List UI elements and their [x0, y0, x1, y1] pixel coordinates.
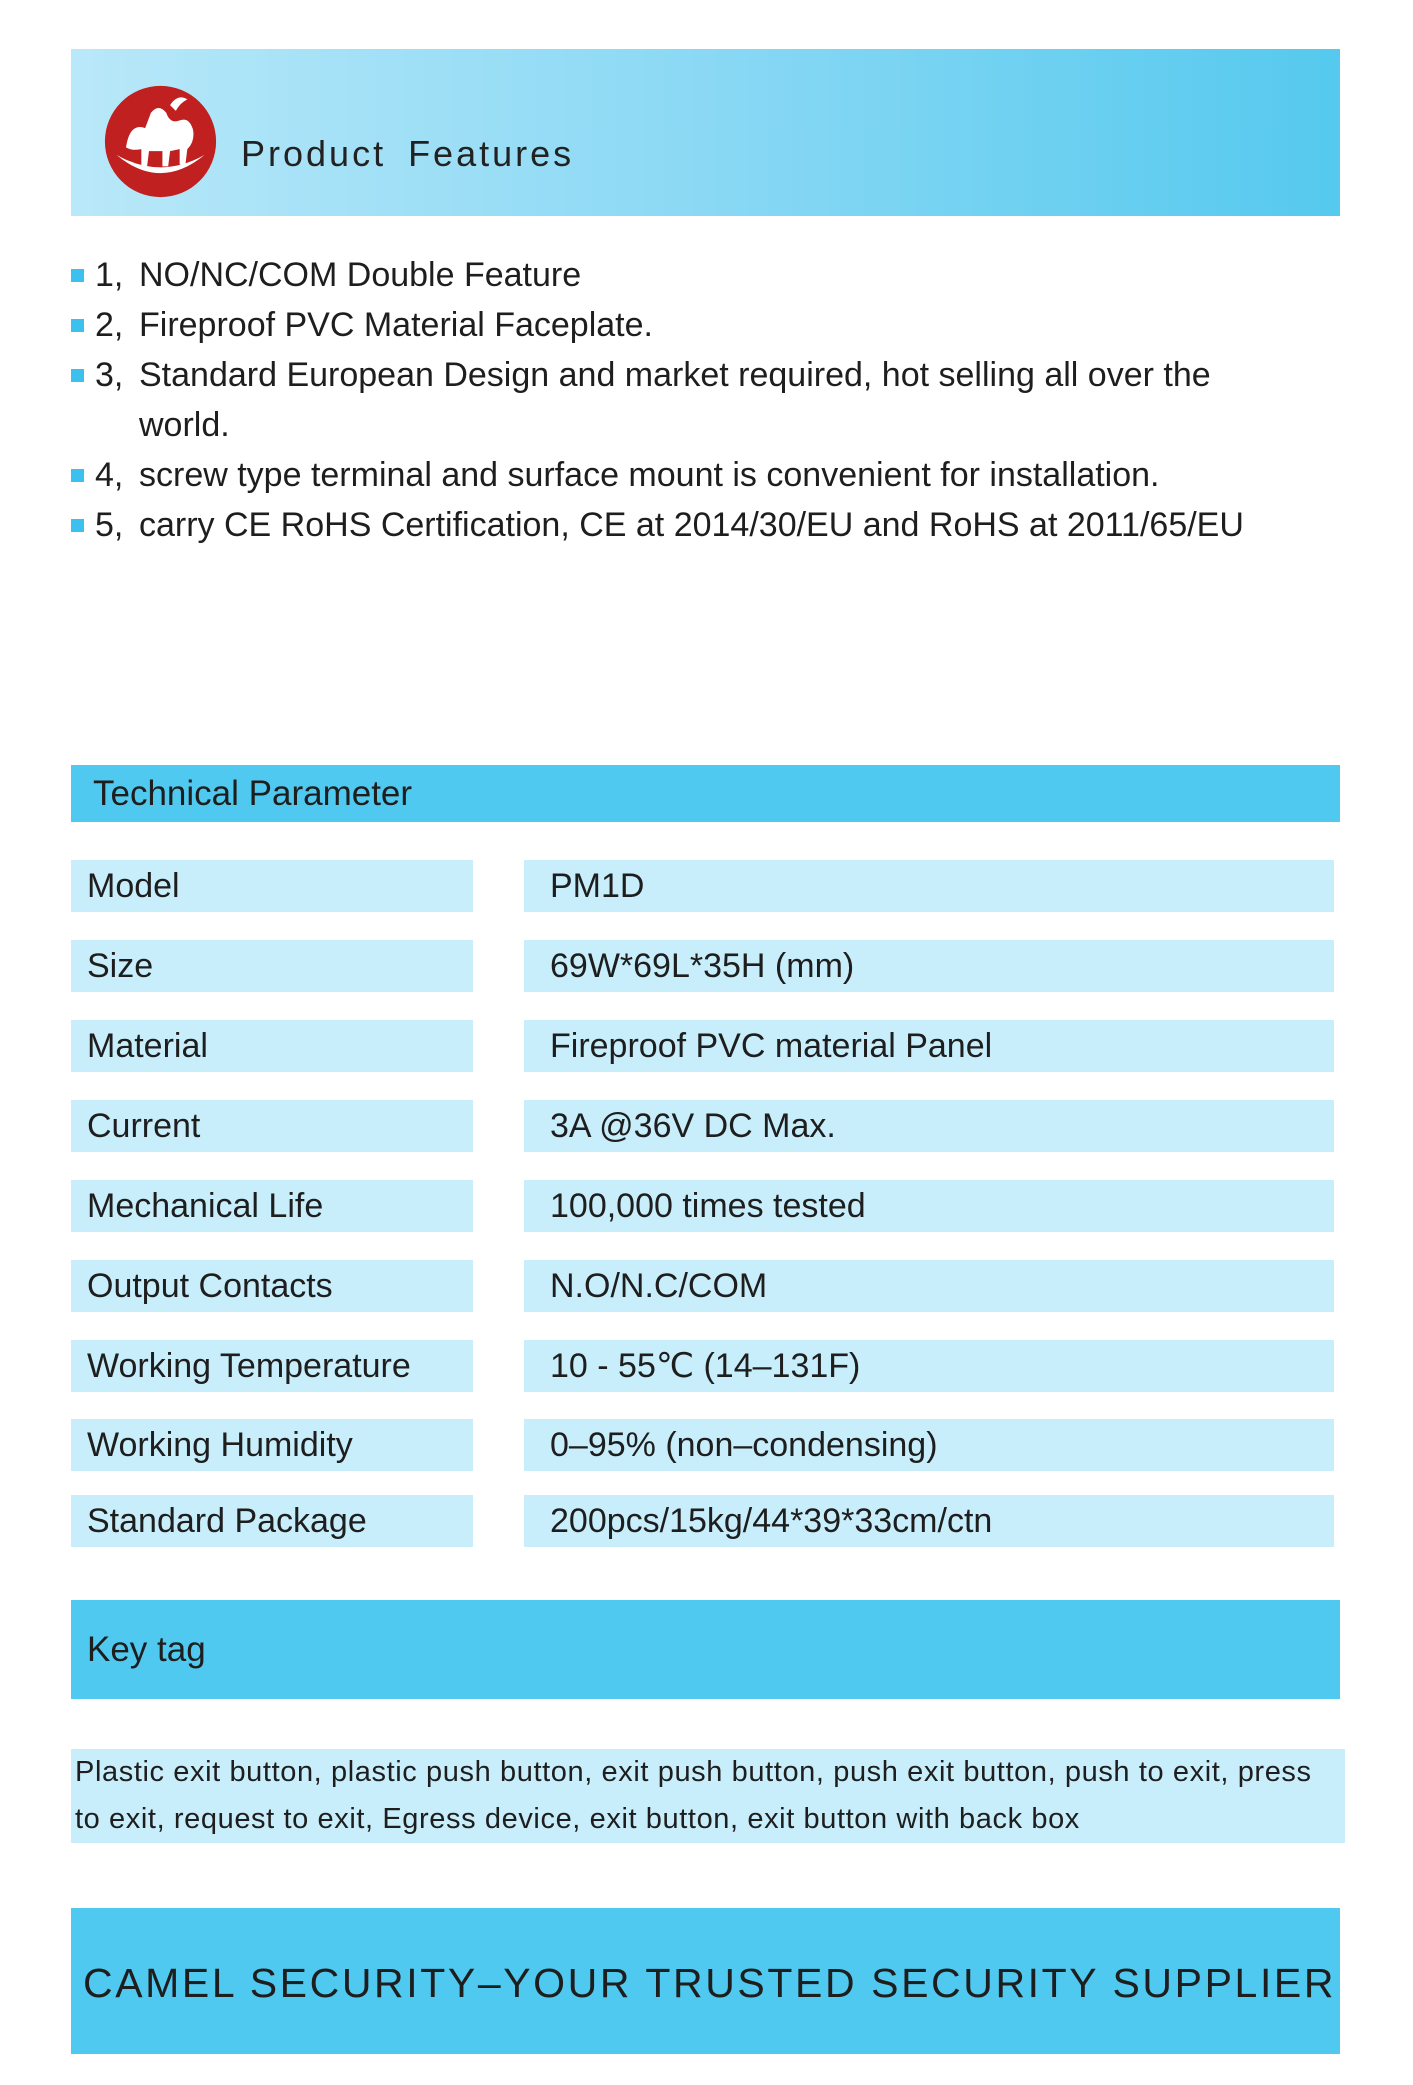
technical-parameter-header [71, 765, 1340, 822]
square-bullet-icon [71, 469, 84, 482]
feature-text: NO/NC/COM Double Feature [139, 256, 582, 294]
parameter-label: Model [71, 860, 473, 912]
parameter-value: 3A @36V DC Max. [524, 1100, 1334, 1152]
parameter-value: 69W*69L*35H (mm) [524, 940, 1334, 992]
square-bullet-icon [71, 369, 84, 382]
table-row [71, 1020, 1340, 1072]
product-features-banner [71, 49, 1340, 216]
parameter-value: 200pcs/15kg/44*39*33cm/ctn [524, 1495, 1334, 1547]
parameter-label: Output Contacts [71, 1260, 473, 1312]
feature-item [71, 500, 1340, 550]
technical-parameter-title: Technical Parameter [93, 774, 413, 813]
key-tag-header [71, 1600, 1340, 1699]
parameter-label: Size [71, 940, 473, 992]
banner-title: Product Features [241, 133, 575, 174]
parameter-label: Material [71, 1020, 473, 1072]
parameter-value: 100,000 times tested [524, 1180, 1334, 1232]
parameter-label: Working Temperature [71, 1340, 473, 1392]
feature-number: 3, [95, 356, 124, 394]
parameter-value: PM1D [524, 860, 1334, 912]
feature-text: Fireproof PVC Material Faceplate. [139, 306, 653, 344]
table-row [71, 860, 1340, 912]
table-row [71, 1180, 1340, 1232]
table-row [71, 1260, 1340, 1312]
feature-item [71, 450, 1340, 500]
feature-number: 5, [95, 506, 124, 544]
table-row [71, 1419, 1340, 1471]
feature-number: 4, [95, 456, 124, 494]
feature-number: 1, [95, 256, 124, 294]
parameter-value: 0–95% (non–condensing) [524, 1419, 1334, 1471]
square-bullet-icon [71, 319, 84, 332]
square-bullet-icon [71, 269, 84, 282]
feature-text: Standard European Design and market required, hot selling all over the world. [139, 356, 1211, 444]
parameter-label: Working Humidity [71, 1419, 473, 1471]
feature-text: carry CE RoHS Certification, CE at 2014/30/EU and RoHS at 2011/65/EU [139, 506, 1244, 544]
footer-slogan: CAMEL SECURITY–YOUR TRUSTED SECURITY SUPPLIER [83, 1960, 1337, 2006]
parameter-label: Mechanical Life [71, 1180, 473, 1232]
table-row [71, 1100, 1340, 1152]
key-tag-text: Plastic exit button, plastic push button, exit push button, push exit button, push to exit, press to exit, request to exit, Egress device, exit button, exit button with back box [71, 1749, 1345, 1843]
parameter-value: Fireproof PVC material Panel [524, 1020, 1334, 1072]
parameter-value: N.O/N.C/COM [524, 1260, 1334, 1312]
table-row [71, 1340, 1340, 1392]
features-list [71, 250, 1340, 550]
parameter-value: 10 - 55℃ (14–131F) [524, 1340, 1334, 1392]
feature-item [71, 250, 1340, 300]
feature-item [71, 350, 1340, 450]
feature-item [71, 300, 1340, 350]
table-row [71, 1495, 1340, 1547]
table-row [71, 940, 1340, 992]
feature-number: 2, [95, 306, 124, 344]
parameter-label: Current [71, 1100, 473, 1152]
parameter-label: Standard Package [71, 1495, 473, 1547]
footer-banner [71, 1908, 1340, 2054]
feature-text: screw type terminal and surface mount is convenient for installation. [139, 456, 1160, 494]
square-bullet-icon [71, 519, 84, 532]
key-tag-title: Key tag [87, 1630, 206, 1669]
camel-logo-icon [103, 84, 218, 199]
